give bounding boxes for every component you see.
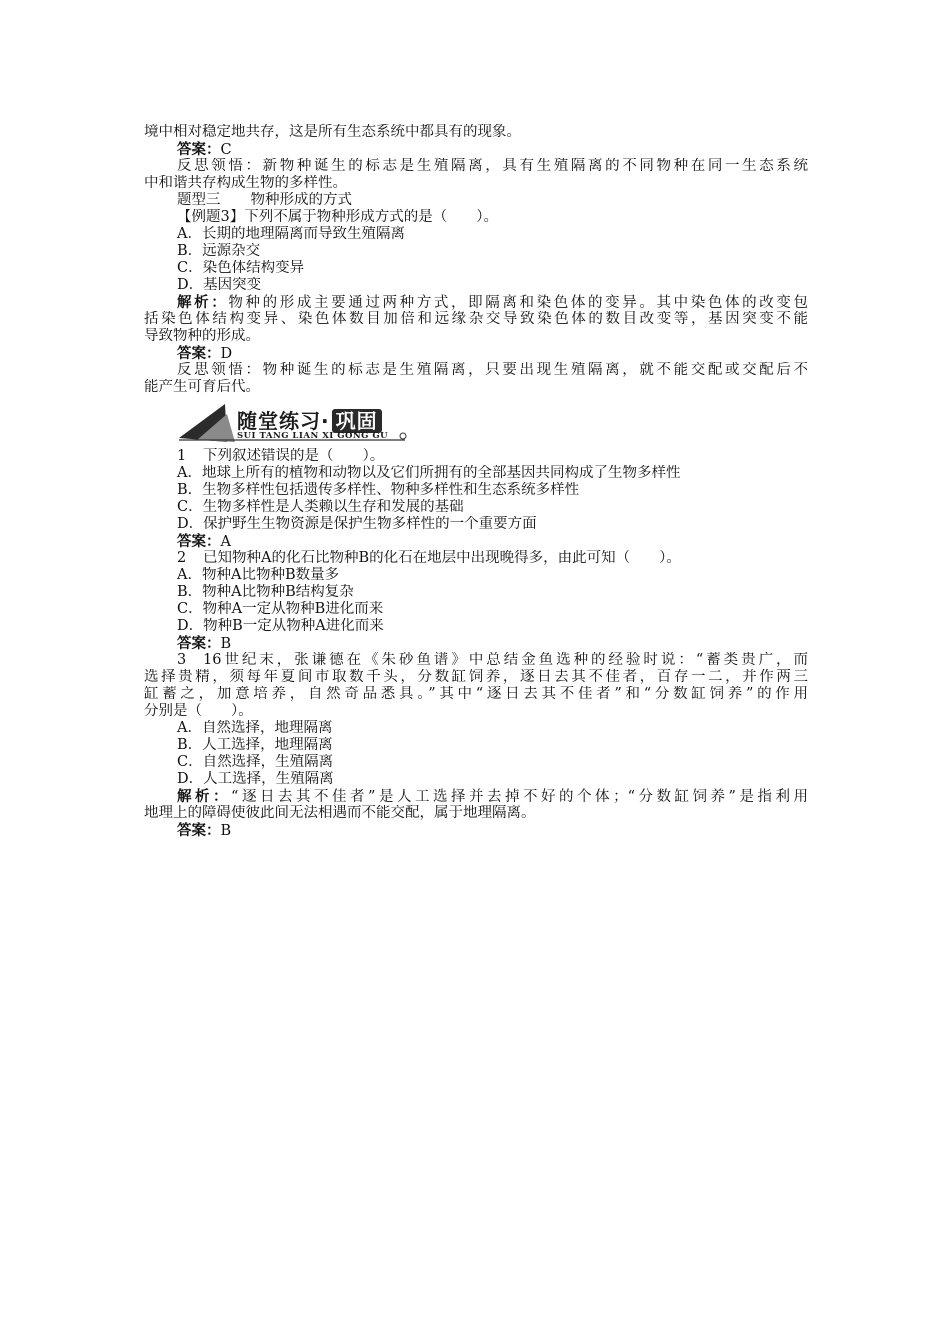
text-line: 中和谐共存构成生物的多样性。 <box>144 175 347 191</box>
section-number: 题型三 <box>177 192 221 208</box>
reflection-line: 反思领悟：新物种诞生的标志是生殖隔离，具有生殖隔离的不同物种在同一生态系统 <box>177 158 808 174</box>
section-banner <box>177 398 808 446</box>
q3-option-a: A．自然选择，地理隔离 <box>177 720 333 736</box>
example-question: 【例题3】下列不属于物种形成方式的是（ ）。 <box>177 209 498 225</box>
q2-option-d: D．物种B一定从物种A进化而来 <box>177 618 384 634</box>
q2-option-b: B．物种A比物种B结构复杂 <box>177 584 354 600</box>
q3-answer: 答案：B <box>177 822 232 839</box>
text-line: 括染色体结构变异、染色体数目加倍和远缘杂交导致染色体的数目改变等，基因突变不能 <box>144 311 808 327</box>
q3-option-c: C．自然选择，生殖隔离 <box>177 754 334 770</box>
explanation-label: 解析： <box>177 294 229 311</box>
answer-line <box>144 345 808 362</box>
q2-option-a: A．物种A比物种B数量多 <box>177 567 340 583</box>
text-line: 导致物种的形成。 <box>144 328 260 344</box>
text-line: 境中相对稳定地共存，这是所有生态系统中都具有的现象。 <box>144 124 521 140</box>
section-title: 物种形成的方式 <box>250 192 352 208</box>
question-2: 2 已知物种A的化石比物种B的化石在地层中出现晚得多，由此可知（ ）。 <box>177 550 681 566</box>
question-3: 3 16世纪末，张谦德在《朱砂鱼谱》中总结金鱼选种的经验时说：“蓄类贵广，而 <box>177 652 808 668</box>
q1-option-b: B．生物多样性包括遗传多样性、物种多样性和生态系统多样性 <box>177 482 580 498</box>
q2-option-c: C．物种A一定从物种B进化而来 <box>177 601 384 617</box>
section-heading <box>144 192 808 209</box>
explanation-text: 物种的形成主要通过两种方式，即隔离和染色体的变异。其中染色体的改变包 <box>228 295 808 311</box>
text-line: 能产生可育后代。 <box>144 379 260 395</box>
q3-option-b: B．人工选择，地理隔离 <box>177 737 333 753</box>
q1-option-c: C．生物多样性是人类赖以生存和发展的基础 <box>177 499 464 515</box>
q3-stem-line: 缸蓄之，加意培养，自然奇品悉具。”其中“逐日去其不佳者”和“分数缸饲养”的作用 <box>144 686 808 702</box>
banner-title: 随堂练习· 巩固 <box>237 405 382 434</box>
q1-option-d: D．保护野生生物资源是保护生物多样性的一个重要方面 <box>177 516 537 532</box>
answer-label: 答案： <box>177 345 221 362</box>
answer-value: D <box>220 346 233 362</box>
question-1: 1 下列叙述错误的是（ ）。 <box>177 448 385 464</box>
answer-value: C <box>220 142 232 158</box>
document-content <box>144 124 808 839</box>
banner-subtitle: SUI TANG LIAN XI GONG GU <box>237 431 389 441</box>
option-a: A．长期的地理隔离而导致生殖隔离 <box>177 226 405 242</box>
answer-line <box>144 141 808 158</box>
q1-answer: 答案：A <box>177 533 231 550</box>
explanation-line <box>144 294 808 311</box>
q3-explanation: 解析：“逐日去其不佳者”是人工选择并去掉不好的个体；“分数缸饲养”是指利用 <box>177 788 808 805</box>
q3-stem-line: 分别是（ ）。 <box>144 703 253 719</box>
q1-option-a: A．地球上所有的植物和动物以及它们所拥有的全部基因共同构成了生物多样性 <box>177 465 681 481</box>
banner-title-dark: 巩固 <box>332 409 382 433</box>
option-b: B．远源杂交 <box>177 243 261 259</box>
option-d: D．基因突变 <box>177 277 262 293</box>
q3-option-d: D．人工选择，生殖隔离 <box>177 771 334 787</box>
q3-explanation-line: 地理上的障碍使彼此间无法相遇而不能交配，属于地理隔离。 <box>144 805 536 821</box>
option-c: C．染色体结构变异 <box>177 260 305 276</box>
reflection-line: 反思领悟：物种诞生的标志是生殖隔离，只要出现生殖隔离，就不能交配或交配后不 <box>177 362 808 378</box>
q3-stem-line: 选择贵精，须每年夏间市取数千头，分数缸饲养，逐日去其不佳者，百存一二，并作两三 <box>144 669 808 685</box>
q2-answer: 答案：B <box>177 635 232 652</box>
answer-label: 答案： <box>177 141 221 158</box>
